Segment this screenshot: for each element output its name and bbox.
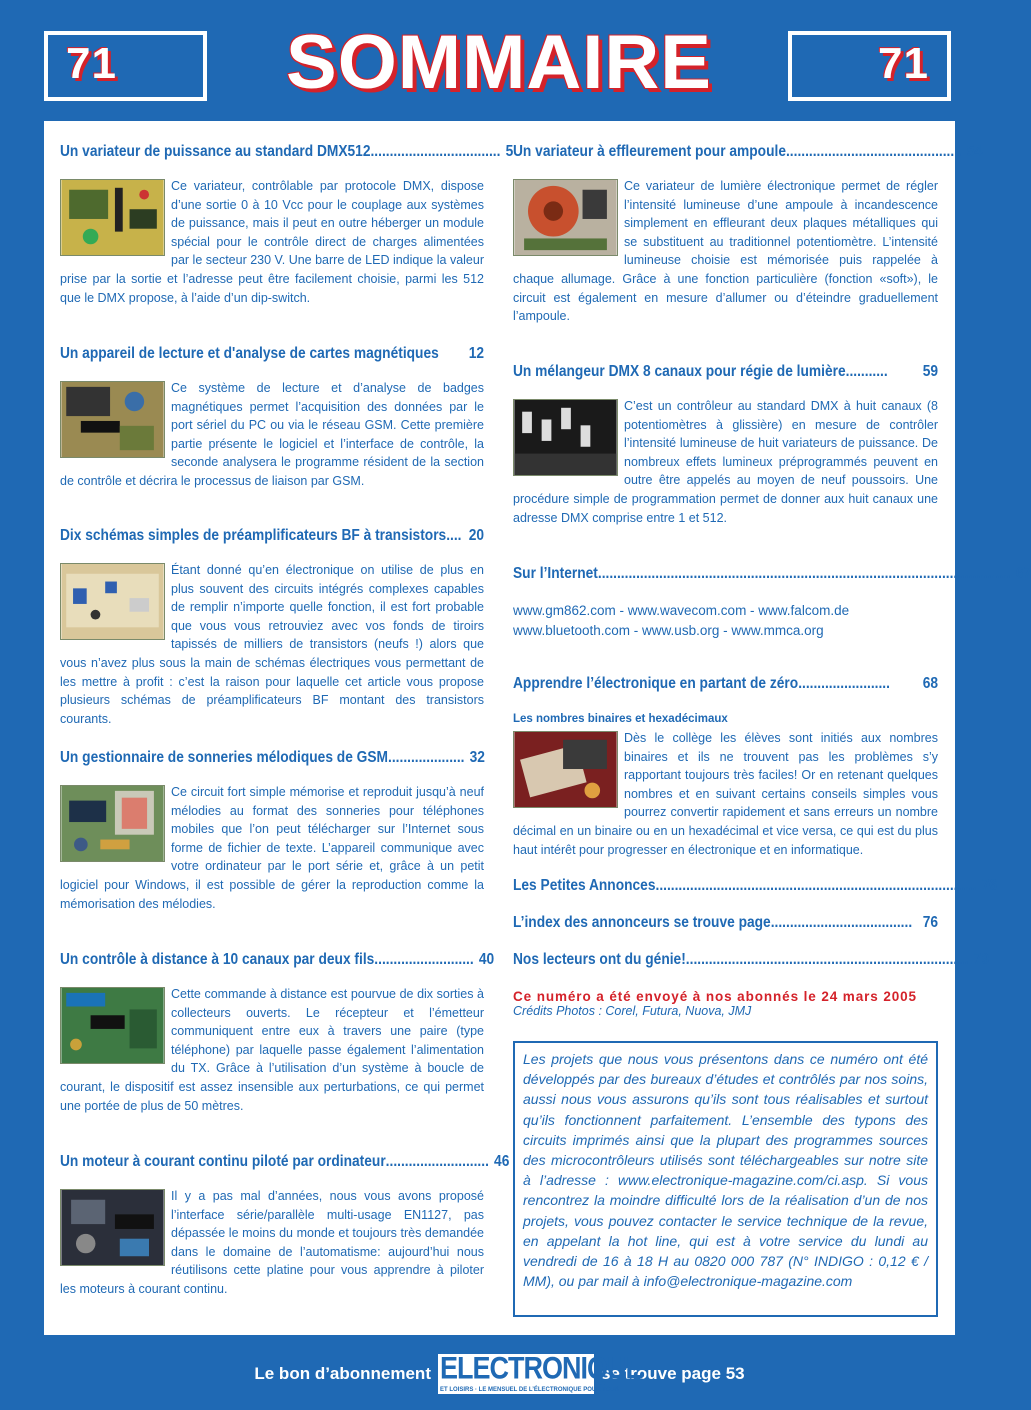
- remote-control-board-photo: [60, 987, 165, 1064]
- article-summary: Ce variateur, contrôlable par protocole DMX, dispose d’une sortie 0 à 10 Vcc pour le couplage aux systèmes de puissance, mais il peut en outre héberger un module spécial pour le contrôle direct de charges alimentées par le secteur 230 V. Une barre de LED indique la valeur prise par la sortie et l’adresse peut être facilement choisie, parmi les 512 que le DMX propose, à l’aide d’un dip-switch.: [60, 179, 484, 305]
- article-title-row[interactable]: [513, 877, 998, 895]
- article-title-row[interactable]: [60, 345, 484, 363]
- leader-dots: ...........................: [385, 1153, 489, 1170]
- article-page: 54: [966, 143, 983, 160]
- article-title: Sur l’Internet: [513, 565, 598, 582]
- article-entry[interactable]: [513, 143, 983, 326]
- article-title-row[interactable]: [513, 675, 938, 693]
- article-title: Un variateur de puissance au standard DMX512: [60, 143, 371, 160]
- leader-dots: ....................: [388, 749, 465, 766]
- leader-dots: ..............................................: [785, 143, 962, 160]
- article-title-row[interactable]: [60, 527, 484, 545]
- article-summary: Ce système de lecture et d’analyse de badges magnétiques permet l’acquisition des données par le port sériel du PC ou via le réseau GSM. Cette première partie présente le logiciel et l’interface de contrôle, la seconde analysera le programme résident de la section de contrôle et décrira le processus de liaison par GSM.: [60, 381, 484, 488]
- article-page: 59: [922, 363, 939, 380]
- gsm-ringtone-board-photo: [60, 785, 165, 862]
- article-page: 46: [494, 1153, 510, 1170]
- article-summary: Étant donné qu’en électronique on utilise de plus en plus souvent des circuits intégrés complexes capables de remplir n’importe quelle fonction, il est fort probable que vous vous retrouviez avec vos fonds de tiroirs tapissés de milliers de transistors (neufs !) alors que vous n’avez plus sous la main de schémas électriques vous permettant de les mettre à profit : c’est la raison pour laquelle cet article vous propose plusieurs schémas de préamplificateurs BF montant des transistors courants.: [60, 563, 484, 726]
- article-title: Un contrôle à distance à 10 canaux par deux fils: [60, 951, 375, 968]
- leader-dots: ........................: [798, 675, 890, 692]
- article-entry[interactable]: [60, 527, 484, 728]
- article-title-row[interactable]: [60, 749, 484, 767]
- article-title-row[interactable]: [60, 951, 495, 969]
- leader-dots: ..................................: [370, 143, 501, 160]
- article-entry[interactable]: [513, 914, 938, 932]
- article-page: 76: [922, 914, 939, 931]
- issue-number-right-box: [788, 31, 951, 101]
- website-link-line[interactable]: www.bluetooth.com - www.usb.org - www.mmca.org: [513, 623, 824, 638]
- article-title: Un moteur à courant continu piloté par ordinateur: [60, 1153, 386, 1170]
- article-title-row[interactable]: [60, 143, 514, 161]
- article-title: Un appareil de lecture et d'analyse de cartes magnétiques: [60, 345, 439, 362]
- page-title: SOMMAIRE: [286, 20, 712, 105]
- article-subtitle: Les nombres binaires et hexadécimaux: [513, 713, 728, 725]
- contents-panel: [44, 121, 1031, 1335]
- pcb-dmx-dimmer-photo: [60, 179, 165, 256]
- article-entry[interactable]: [60, 749, 484, 913]
- article-page: 67: [1015, 565, 1031, 582]
- article-summary: Ce variateur de lumière électronique permet de régler l’intensité lumineuse d’une ampoule à incandescence simplement en effleurant deux plaques métalliques qui se substituent au traditionnel potentiomètre. L’intensité lumineuse choisie est mémorisée puis rappelée à chaque allumage. Grâce à une fonction particulière (fonction «soft»), le circuit est également en mesure d’allumer ou d’éteindre graduellement l’ampoule.: [513, 179, 938, 324]
- issue-number-left-box: [44, 31, 207, 101]
- article-entry[interactable]: [513, 363, 938, 527]
- article-entry[interactable]: [60, 143, 514, 307]
- article-title-row[interactable]: [513, 951, 990, 969]
- article-title: Un mélangeur DMX 8 canaux pour régie de lumière: [513, 363, 846, 380]
- website-links: [513, 601, 938, 641]
- subscription-footer: [0, 1352, 999, 1396]
- touch-dimmer-photo: [513, 179, 618, 256]
- dmx-mixer-photo: [513, 399, 618, 476]
- article-summary: Cette commande à distance est pourvue de dix sorties à collecteurs ouverts. Le récepteur et l’émetteur communiquent entre eux à travers une paire (type téléphone) par laquelle passe également l’alimentation du TX. Grâce à l’utilisation d’un système à boucle de courant, le dispositif est assez insensible aux perturbations, ce qui permet une portée de plus de 50 mètres.: [60, 987, 484, 1113]
- issue-number-left: 71: [66, 39, 117, 88]
- article-title-row[interactable]: [513, 565, 1031, 583]
- article-title-row[interactable]: [513, 363, 938, 381]
- article-page: 76: [981, 877, 998, 894]
- article-entry[interactable]: [60, 951, 495, 1115]
- magazine-logo: [437, 1350, 643, 1395]
- article-page: 68: [922, 675, 939, 692]
- article-entry[interactable]: [60, 1153, 510, 1299]
- mailing-notice: [513, 989, 938, 1018]
- article-title: Apprendre l’électronique en partant de zéro: [513, 675, 799, 692]
- motor-interface-photo: [60, 1189, 165, 1266]
- article-entry[interactable]: [513, 951, 990, 969]
- binary-numbers-photo: [513, 731, 618, 808]
- article-summary: Ce circuit fort simple mémorise et reproduit jusqu’à neuf mélodies au format des sonneries pour téléphones mobiles que l’on peut télécharger sur l’Internet sous forme de fichier de texte. L’appareil communique avec votre ordinateur par le port série et, grâce à un petit logiciel pour Windows, il est possible de gérer la reproduction comme la mémorisation des mélodies.: [60, 785, 484, 911]
- article-title-row[interactable]: [60, 1153, 510, 1171]
- internet-entry[interactable]: [513, 565, 1031, 641]
- article-summary: C’est un contrôleur au standard DMX à huit canaux (8 potentiomètres à glissière) en mesure de contrôler l’intensité lumineuse de huit variateurs de puissance. De nombreux effets lumineux préprogrammés peuvent en outre être appelés au moyen de neuf poussoirs. Une procédure simple de programmation permet de donner aux huit canaux une adresse DMX comprise entre 1 et 512.: [513, 399, 938, 525]
- info-box: [513, 1041, 938, 1317]
- article-title: Un gestionnaire de sonneries mélodiques de GSM: [60, 749, 389, 766]
- logo-wordmark: ELECTRONIQUE: [439, 1350, 643, 1386]
- leader-dots: ....: [446, 527, 462, 544]
- article-title-row[interactable]: [513, 914, 938, 932]
- leader-dots: ..........................: [374, 951, 474, 968]
- transistor-preamp-photo: [60, 563, 165, 640]
- article-page: 20: [468, 527, 485, 544]
- article-page: 5: [505, 143, 514, 160]
- article-title: Un variateur à effleurement pour ampoule: [513, 143, 786, 160]
- leader-dots: ...........: [845, 363, 888, 380]
- website-link-line[interactable]: www.gm862.com - www.wavecom.com - www.falcom.de: [513, 603, 850, 618]
- article-summary: Il y a pas mal d’années, nous vous avons proposé l’interface série/parallèle multi-usage EN1127, pas dépassée le moins du monde et toujours très demandée dans le domaine de l’automatisme: aujourd’hui nous réutilisons cette platine pour vous apprendre à piloter les moteurs à courant continu.: [60, 1189, 484, 1296]
- mailing-notice-text: Ce numéro a été envoyé à nos abonnés le 24 mars 2005: [513, 989, 917, 1004]
- article-page: 79: [973, 951, 990, 968]
- footer-text-after: se trouve page 53: [600, 1364, 745, 1383]
- footer-text-before: Le bon d’abonnement: [254, 1364, 431, 1383]
- article-title-row[interactable]: [513, 143, 983, 161]
- article-page: 32: [469, 749, 485, 766]
- magnetic-card-reader-photo: [60, 381, 165, 458]
- article-title: Nos lecteurs ont du génie!: [513, 951, 686, 968]
- info-box-text: Les projets que nous vous présentons dans ce numéro ont été développés par des bureaux d’études et contrôlés par nos soins, aussi nous vous assurons qu’ils sont tous réalisables et surtout qu’ils fonctionnent parfaitement. L’ensemble des typons des circuits imprimés ainsi que la plupart des programmes sources des microcontrôleurs utilisés sont téléchargeables sur notre site à l’adresse : www.electronique-magazine.com/ci.asp. Si vous rencontrez la moindre difficulté lors de la réalisation d’un de nos projets, vous pouvez contacter le service technique de la revue, en appelant la hot line, qui est à votre service du lundi au vendredi de 16 à 18 H au 0820 000 787 (N° INDIGO : 0,12 € / MM), ou par mail à info@electronique-magazine.com: [523, 1051, 928, 1290]
- logo-tagline: ET LOISIRS · LE MENSUEL DE L’ÉLECTRONIQUE POUR TOUS: [439, 1387, 619, 1393]
- leader-dots: .....................................: [770, 914, 913, 931]
- leader-dots: ............................................................................................................: [597, 565, 1011, 582]
- leader-dots: ..........................................................................: [685, 951, 969, 968]
- article-page: 40: [478, 951, 495, 968]
- article-title: Dix schémas simples de préamplificateurs BF à transistors: [60, 527, 447, 544]
- issue-number-right: 71: [878, 39, 929, 88]
- article-entry[interactable]: [60, 345, 484, 491]
- article-entry[interactable]: [513, 877, 998, 895]
- article-title: Les Petites Annonces: [513, 877, 656, 894]
- article-page: 12: [468, 345, 485, 362]
- article-title: L’index des annonceurs se trouve page: [513, 914, 771, 931]
- photo-credits: Crédits Photos : Corel, Futura, Nuova, JMJ: [513, 1004, 752, 1018]
- article-entry[interactable]: [513, 675, 938, 859]
- article-summary: Dès le collège les élèves sont initiés aux nombres binaires et ils ne trouvent pas les problèmes s’y rapportant toujours très faciles! Or en retenant quelques nombres et en suivant certains conseils simples vous pourrez convertir rapidement et sans erreurs un nombre décimal en un binaire ou en un hexadécimal et vice versa, ce qui est du plus haut intérêt pour progresser en électronique et en informatique.: [513, 731, 938, 857]
- leader-dots: ....................................................................................: [655, 877, 977, 894]
